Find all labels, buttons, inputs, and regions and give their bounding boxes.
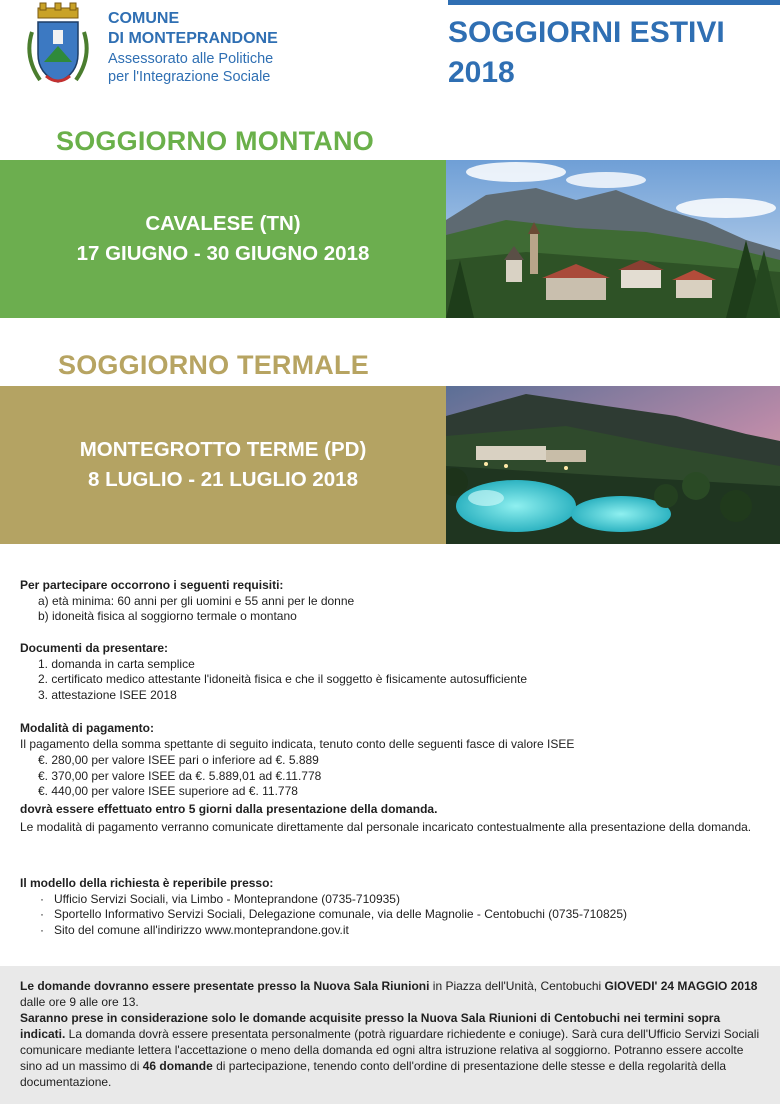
mountain-village-photo — [446, 160, 780, 318]
list-item: 1. domanda in carta semplice — [38, 656, 195, 671]
submission-place: in Piazza dell'Unità, Centobuchi — [429, 979, 605, 993]
form-availability-section — [20, 876, 765, 938]
montano-dates: 17 GIUGNO - 30 GIUGNO 2018 — [76, 242, 370, 265]
page-title-year: 2018 — [448, 56, 515, 89]
payment-section — [20, 721, 765, 836]
list-item: 3. attestazione ISEE 2018 — [38, 687, 177, 702]
list-item: a) età minima: 60 anni per gli uomini e 55 anni per le donne — [38, 593, 355, 608]
list-item: 2. certificato medico attestante l'idoneità fisica e che il soggetto è fisicamente autosufficiente — [38, 672, 528, 686]
thermal-resort-photo — [446, 386, 780, 544]
montano-info-band — [0, 160, 446, 318]
payment-deadline: dovrà essere effettuato entro 5 giorni dalla presentazione della domanda. — [20, 801, 438, 816]
info-desk-address: Sportello Informativo Servizi Sociali, Delegazione comunale, via delle Magnolie - Centobuchi (0735-710825) — [54, 907, 627, 921]
submission-hours: dalle ore 9 alle ore 13. — [20, 995, 139, 1009]
documents-heading: Documenti da presentare: — [20, 641, 169, 655]
termale-section-title: SOGGIORNO TERMALE — [58, 350, 369, 380]
list-item: €. 280,00 per valore ISEE pari o inferiore ad €. 5.889 — [38, 753, 319, 767]
termale-place: MONTEGROTTO TERME (PD) — [79, 438, 367, 461]
footer-notice-text — [20, 978, 760, 1090]
header-accent-bar — [448, 0, 780, 5]
submission-location: Le domande dovranno essere presentate presso la Nuova Sala Riunioni — [20, 979, 430, 993]
list-item — [20, 907, 765, 923]
termale-info-band — [0, 386, 446, 544]
bullet-icon: · — [40, 907, 44, 921]
list-item: €. 440,00 per valore ISEE superiore ad €. 11.778 — [38, 784, 298, 798]
montano-section-title: SOGGIORNO MONTANO — [56, 126, 374, 156]
list-item: €. 370,00 per valore ISEE da €. 5.889,01 ad €.11.778 — [38, 768, 322, 783]
conditions-text: La domanda dovrà essere presentata personalmente (potrà riguardare richiedente e coniuge). Sarà cura dell'Ufficio Servizi Sociali comunicare mediante lettera l'accettazione o meno della domanda ed ogni altra istruzione relativa al soggiorno. Potranno essere accolte sino ad un massimo di — [20, 1027, 760, 1073]
list-item — [20, 892, 765, 908]
requirements-section — [20, 578, 765, 625]
montano-place: CAVALESE (TN) — [145, 212, 301, 235]
org-department-line2: per l'Integrazione Sociale — [108, 69, 271, 85]
form-availability-heading: Il modello della richiesta è reperibile presso: — [20, 876, 274, 890]
conditions-end: di partecipazione, tenendo conto dell'ordine di presentazione delle stesse e della regolarità della documentazione. — [20, 1059, 727, 1089]
requirements-heading: Per partecipare occorrono i seguenti requisiti: — [20, 578, 284, 592]
payment-note: Le modalità di pagamento verranno comunicate direttamente dal personale incaricato contestualmente alla presentazione della domanda. — [20, 820, 752, 834]
org-name-line2: DI MONTEPRANDONE — [108, 30, 278, 47]
municipal-crest-icon — [22, 2, 94, 88]
documents-section — [20, 641, 765, 703]
bullet-icon: · — [40, 922, 44, 937]
office-address: Ufficio Servizi Sociali, via Limbo - Monteprandone (0735-710935) — [54, 891, 400, 906]
max-applications: 46 domande — [142, 1059, 213, 1073]
page-title: SOGGIORNI ESTIVI — [448, 16, 725, 49]
website-reference: Sito del comune all'indirizzo www.monteprandone.gov.it — [54, 922, 349, 937]
conditions-emphasis: Saranno prese in considerazione solo le domande acquisite presso la Nuova Sala Riunioni di Centobuchi nei termini sopra indicati. — [20, 1011, 721, 1041]
list-item: b) idoneità fisica al soggiorno termale o montano — [38, 609, 297, 623]
org-name-line1: COMUNE — [108, 10, 180, 27]
conditions-paragraph — [20, 1010, 760, 1090]
payment-intro: Il pagamento della somma spettante di seguito indicata, tenuto conto delle seguenti fasce di valore ISEE — [20, 736, 575, 751]
submission-date: GIOVEDI' 24 MAGGIO 2018 — [604, 979, 758, 993]
submission-paragraph — [20, 978, 760, 1010]
payment-heading: Modalità di pagamento: — [20, 721, 155, 735]
termale-dates: 8 LUGLIO - 21 LUGLIO 2018 — [88, 468, 358, 491]
bullet-icon: · — [40, 891, 44, 906]
list-item — [20, 923, 765, 939]
org-department-line1: Assessorato alle Politiche — [108, 51, 274, 67]
